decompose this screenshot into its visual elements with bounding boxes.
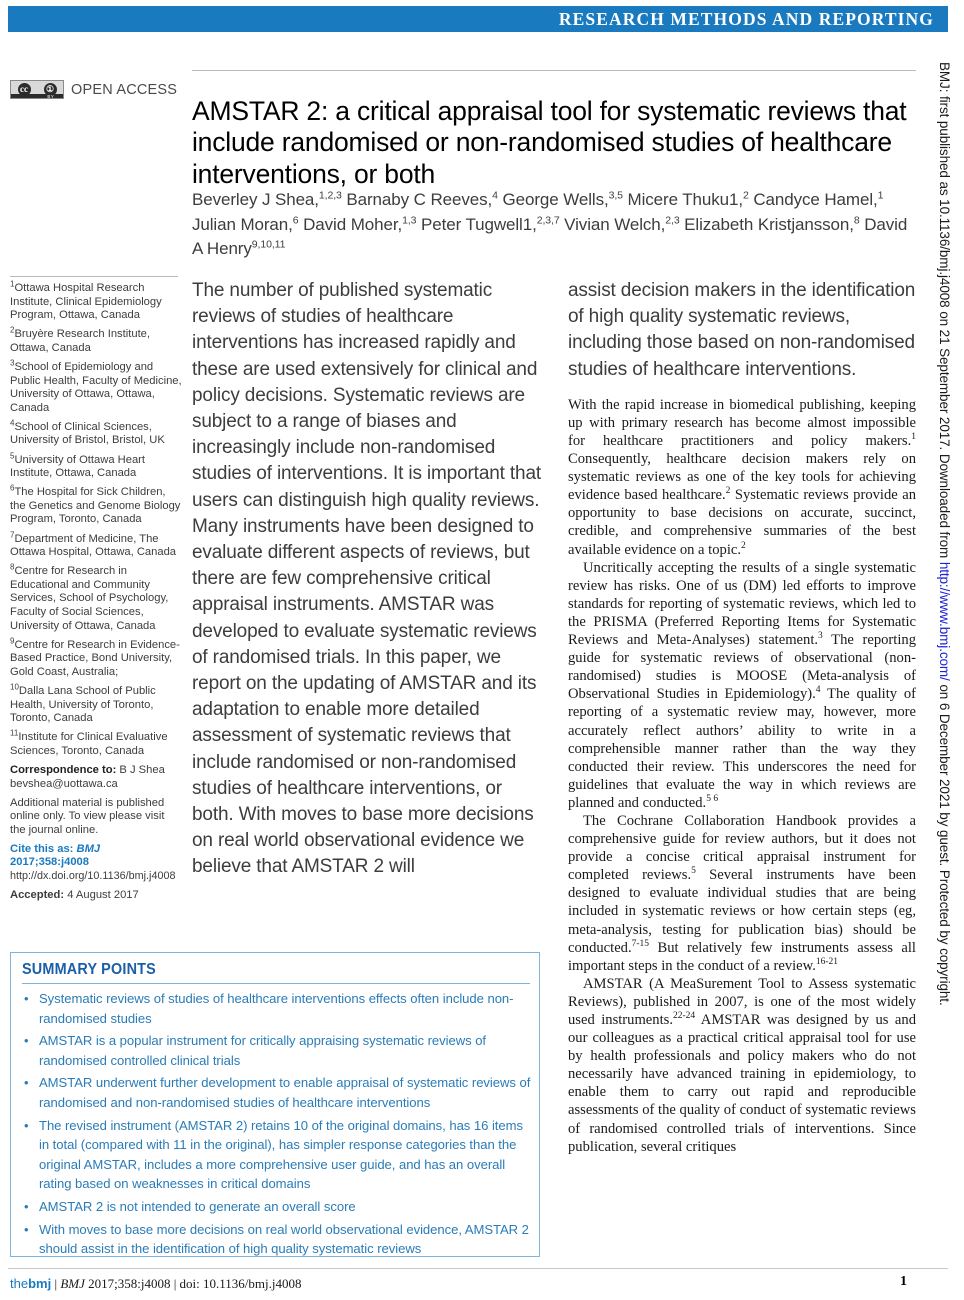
affiliation-item: $^8$Centre for Research in Educational and Community Services, School of Psychology, Faculty of Social Sciences, University of Ottawa, Canada <box>10 562 169 632</box>
cite-label: Cite this as: <box>10 842 74 855</box>
body-column <box>568 278 916 1156</box>
summary-points-title: SUMMARY POINTS <box>22 961 156 978</box>
standfirst-continuation: assist decision makers in the identification of high quality systematic reviews, including those based on non-randomised studies of healthcare interventions. <box>568 280 916 380</box>
watermark-suffix: on 6 December 2021 by guest. Protected by copyright. <box>937 680 952 1006</box>
affiliation-item: $^4$School of Clinical Sciences, University of Bristol, Bristol, UK <box>10 418 165 447</box>
affiliation-item: $^9$Centre for Research in Evidence-Based Practice, Bond University, Gold Coast, Australia; <box>10 635 180 678</box>
affiliation-item: $^1$Ottawa Hospital Research Institute, Clinical Epidemiology Program, Ottawa, Canada <box>10 279 162 322</box>
body-paragraph: Uncritically accepting the results of a single systematic review has risks. One of us (DM) led efforts to improve standards for reporting of systematic reviews, which led to the PRISMA (Preferred Reporting Items for Systematic Reviews and Meta-Analyses) statement.$^3$ The reporting guide for systematic reviews of observational (non-randomised) studies is MOOSE (Meta-analysis of Observational Studies in Epidemiology).$^4$ The quality of reporting of a systematic review may, however, more accurately reflect authors’ ability to write in a comprehensible manner rather than the way they conducted their review. This underscores the need for guidelines that evaluate the way in which reviews are planned and conducted.$^{5 6}$ <box>568 559 917 811</box>
page-number: 1 <box>900 1274 907 1289</box>
title-divider <box>192 70 916 71</box>
footer-citation <box>10 1276 302 1292</box>
correspondence-label: Correspondence to: <box>10 763 117 776</box>
cc-bar <box>11 94 63 98</box>
accepted-line <box>10 889 182 903</box>
article-title: AMSTAR 2: a critical appraisal tool for systematic reviews that include randomised or non-randomised studies of healthcare interventions, or both <box>192 95 907 189</box>
cc-circle-icon: cc <box>18 83 31 96</box>
affiliation-item: $^{10}$Dalla Lana School of Public Health, University of Toronto, Toronto, Canada <box>10 682 156 725</box>
body-paragraphs <box>568 396 916 1156</box>
footer-journal: BMJ <box>60 1276 85 1291</box>
summary-point: • AMSTAR is a popular instrument for critically appraising systematic reviews of randomised controlled clinical trials <box>22 1031 534 1070</box>
the-bmj-logo[interactable]: thebmj <box>10 1276 52 1291</box>
summary-points-list <box>22 989 534 1262</box>
open-access-badge <box>10 80 177 99</box>
affiliation-item: $^3$School of Epidemiology and Public Health, Faculty of Medicine, University of Ottawa, Ottawa, Canada <box>10 358 182 414</box>
cite-this-as <box>10 843 182 884</box>
summary-point: • AMSTAR underwent further development to enable appraisal of systematic reviews of randomised and non-randomised studies of healthcare interventions <box>22 1073 534 1112</box>
cite-journal: BMJ <box>76 842 101 855</box>
summary-point: • The revised instrument (AMSTAR 2) retains 10 of the original domains, has 16 items in total (compared with 11 in the original), has simpler response categories than the original AMSTAR, includes a more comprehensive user guide, and has an overall rating based on weaknesses in critical domains <box>22 1116 534 1194</box>
affiliation-item: $^{11}$Institute for Clinical Evaluative Sciences, Toronto, Canada <box>10 728 168 757</box>
accepted-label: Accepted: <box>10 889 65 902</box>
summary-points-box <box>10 952 540 1257</box>
affiliation-item: $^5$University of Ottawa Heart Institute, Ottawa, Canada <box>10 450 146 480</box>
summary-points-divider <box>22 983 530 984</box>
creative-commons-icon <box>10 80 64 99</box>
section-banner-label: RESEARCH METHODS AND REPORTING <box>558 9 934 29</box>
author-list: Beverley J Shea,$^{1,2,3}$ Barnaby C Reeves,$^4$ George Wells,$^{3,5}$ Micere Thuku1,$^2$ Candyce Hamel,$^1$ Julian Moran,$^6$ David Moher,$^{1,3}$ Peter Tugwell1,$^{2,3,7}$ Vivian Welch,$^{2,3}$ Elizabeth Kristjansson,$^8$ David A Henry$^{9,10,11}$ <box>192 189 908 258</box>
affiliation-item: $^7$Department of Medicine, The Ottawa Hospital, Ottawa, Canada <box>10 529 177 559</box>
footer-separator-1: | <box>54 1276 58 1291</box>
affiliations-column <box>10 279 182 908</box>
affiliation-items <box>10 279 182 758</box>
correspondence <box>10 764 182 791</box>
correspondence-name: B J Shea <box>119 763 165 776</box>
correspondence-email[interactable]: bevshea@uottawa.ca <box>10 777 118 790</box>
body-paragraph: AMSTAR (A MeaSurement Tool to Assess systematic Reviews), published in 2007, is one of the most widely used instruments.$^{22-24}$ AMSTAR was designed by us and our colleagues as a practical critical appraisal tool for use by health professionals and policy makers who do not necessarily have advanced training in epidemiology, to enable them to carry out rapid and reproducible assessments of the quality of conduct of systematic reviews of randomised controlled trials of interventions. Since publication, several critiques <box>568 975 916 1155</box>
accepted-date: 4 August 2017 <box>67 889 139 902</box>
watermark-prefix: BMJ: first published as 10.1136/bmj.j4008 on 21 September 2017. Downloaded from <box>937 62 952 562</box>
publication-watermark <box>937 0 952 1300</box>
summary-point: • AMSTAR 2 is not intended to generate an overall score <box>22 1197 534 1217</box>
body-paragraph: With the rapid increase in biomedical publishing, keeping up with primary research has become almost impossible for healthcare practitioners and policy makers.$^1$ Consequently, healthcare decision makers rely on systematic reviews as one of the key tools for achieving evidence based healthcare.$^2$ Systematic reviews provide an opportunity to base decisions on accurate, succinct, credible, and comprehensive summaries of the best available evidence on a topic.$^2$ <box>568 396 916 558</box>
affiliation-item: $^6$The Hospital for Sick Children, the Genetics and Genome Biology Program, Toronto, Canada <box>10 483 181 526</box>
cite-ref: 2017;358:j4008 <box>10 856 90 869</box>
cc-by-circle-icon: ① <box>44 83 57 96</box>
body-paragraph: The Cochrane Collaboration Handbook provides a comprehensive guide for review authors, but it does not provide a concise critical appraisal instrument for completed reviews.$^5$ Several instruments have been designed to evaluate individual studies that are being included in systematic reviews or how certain steps (eg, meta-analysis, testing for publication bias) should be conducted.$^{7-15}$ But relatively few instruments assess all important steps in the conduct of a review.$^{16-21}$ <box>568 812 916 974</box>
summary-point: • Systematic reviews of studies of healthcare interventions effects often include non-randomised studies <box>22 989 534 1028</box>
doi-link[interactable]: http://dx.doi.org/10.1136/bmj.j4008 <box>10 870 176 883</box>
open-access-label: OPEN ACCESS <box>71 81 178 98</box>
cite-line <box>10 843 100 869</box>
standfirst-text: The number of published systematic reviews of studies of healthcare interventions has increased rapidly and these are used extensively for clinical and policy decisions. Systematic reviews are subject to a range of biases and increasingly include non-randomised studies of interventions. It is important that users can distinguish high quality reviews. Many instruments have been designed to evaluate different aspects of reviews, but there are few comprehensive critical appraisal instruments. AMSTAR was developed to evaluate systematic reviews of randomised trials. In this paper, we report on the updating of AMSTAR and its adaptation to enable more detailed assessment of systematic reviews that include randomised or non-randomised studies of healthcare interventions, or both. With moves to base more decisions on real world observational evidence we believe that AMSTAR 2 will <box>192 280 541 878</box>
section-banner <box>8 6 948 32</box>
cc-by-label: BY <box>47 94 54 99</box>
footer-divider <box>8 1268 948 1269</box>
summary-point: • With moves to base more decisions on real world observational evidence, AMSTAR 2 should assist in the identification of high quality systematic reviews <box>22 1220 534 1259</box>
watermark-link[interactable]: http://www.bmj.com/ <box>937 561 952 681</box>
affiliations-divider <box>10 276 178 277</box>
affiliation-item: $^2$Bruyère Research Institute, Ottawa, Canada <box>10 325 151 354</box>
additional-material-note: Additional material is published online only. To view please visit the journal online. <box>10 796 165 836</box>
footer-citation-rest: 2017;358:j4008 | doi: 10.1136/bmj.j4008 <box>88 1276 302 1291</box>
